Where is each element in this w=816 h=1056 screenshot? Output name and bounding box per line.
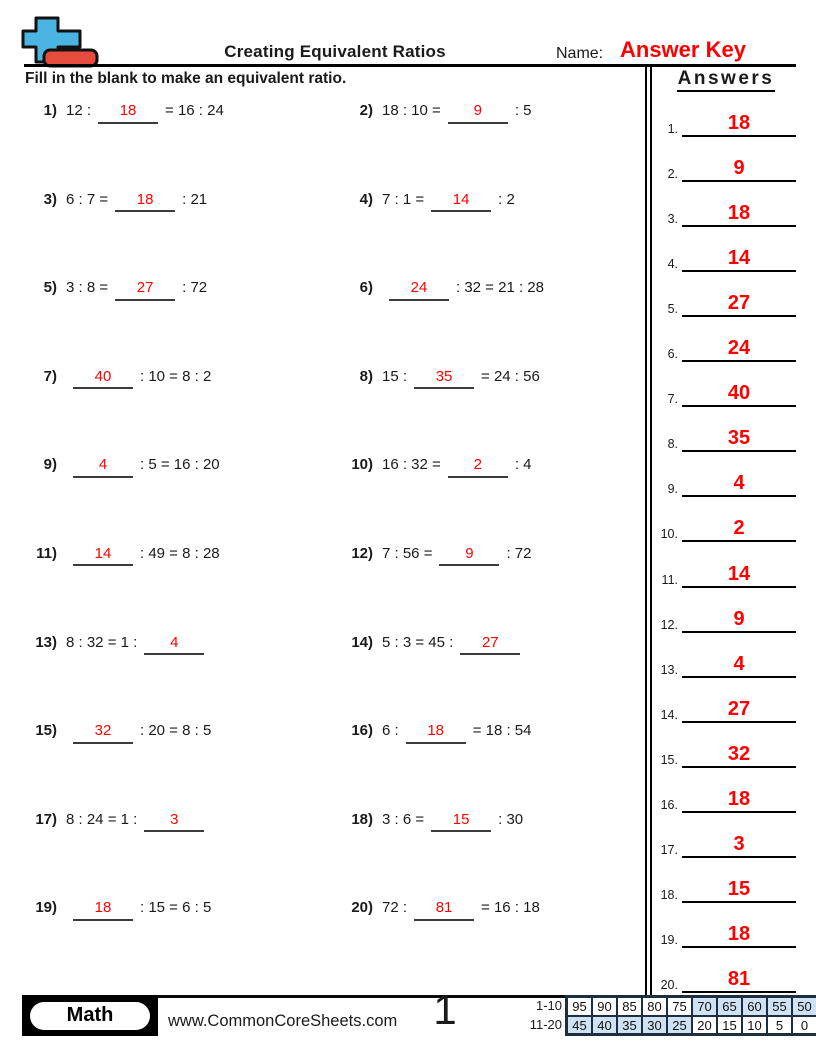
problem-text: 6 : 7 = (66, 190, 109, 208)
problem-5 (25, 279, 341, 368)
problem-number: 20) (351, 899, 373, 917)
answer-item-17 (656, 813, 796, 858)
problem-number: 12) (351, 544, 373, 562)
answer-number: 10. (660, 527, 678, 542)
answer-blank: 27 (115, 280, 175, 301)
problem-text: : 15 = 6 : 5 (140, 899, 212, 917)
score-cell: 85 (617, 997, 642, 1016)
answer-value: 14 (682, 248, 796, 272)
problem-text: : 2 (498, 190, 515, 208)
problem-2 (341, 102, 645, 191)
problem-number: 5) (43, 279, 57, 297)
problem-text: 7 : 1 = (382, 190, 425, 208)
score-row-label-1: 1-10 (535, 998, 562, 1013)
problem-text: = 16 : 24 (165, 102, 224, 119)
answer-blank: 40 (73, 369, 133, 390)
answer-number: 11. (661, 572, 678, 587)
answer-item-8 (656, 407, 796, 452)
problem-7 (25, 368, 341, 457)
problem-text: 7 : 56 = (382, 544, 433, 562)
problem-number: 10) (351, 456, 373, 474)
commoncoresheets-logo-icon (20, 16, 105, 76)
answer-value: 9 (682, 158, 796, 182)
header-divider (24, 64, 796, 67)
score-cell: 0 (792, 1016, 816, 1035)
problem-text: = 16 : 18 (481, 899, 540, 917)
answer-value: 2 (682, 518, 796, 542)
answer-blank: 18 (98, 103, 158, 124)
score-cell: 75 (667, 997, 692, 1016)
score-cell: 90 (592, 997, 617, 1016)
problem-text: 18 : 10 = (382, 102, 441, 119)
answer-blank: 18 (115, 192, 175, 213)
answer-blank: 2 (448, 457, 508, 478)
problem-number: 6) (359, 279, 373, 297)
score-cell: 35 (617, 1016, 642, 1035)
problem-13 (25, 634, 341, 723)
answer-item-14 (656, 678, 796, 723)
answer-number: 13. (660, 662, 678, 677)
answer-number: 6. (667, 347, 678, 362)
answer-item-9 (656, 452, 796, 497)
problem-text: 3 : 6 = (382, 810, 425, 828)
score-cell: 80 (642, 997, 667, 1016)
score-cell: 65 (717, 997, 742, 1016)
problem-15 (25, 722, 341, 811)
problem-text: : 20 = 8 : 5 (140, 722, 212, 740)
problem-3 (25, 191, 341, 280)
problem-number: 11) (36, 544, 57, 562)
answer-value: 24 (682, 338, 796, 362)
answer-number: 8. (667, 437, 678, 452)
answer-number: 2. (667, 167, 678, 182)
problem-text: 3 : 8 = (66, 279, 109, 297)
answer-key-text: Answer Key (620, 37, 746, 62)
answer-value: 18 (682, 203, 796, 227)
answer-item-11 (656, 542, 796, 587)
problem-9 (25, 456, 341, 545)
name-label: Name: (556, 45, 604, 62)
answer-item-5 (656, 272, 796, 317)
problem-text: : 5 = 16 : 20 (140, 456, 220, 474)
problem-number: 16) (351, 722, 373, 740)
answer-blank: 18 (406, 723, 466, 744)
answer-value: 3 (682, 834, 796, 858)
answer-value: 18 (682, 113, 796, 137)
score-cell: 5 (767, 1016, 792, 1035)
answer-blank: 81 (414, 900, 474, 921)
problem-text: : 4 (514, 456, 532, 474)
website-link[interactable]: www.CommonCoreSheets.com (168, 1012, 398, 1030)
answer-value: 15 (682, 879, 796, 903)
problem-11 (25, 545, 341, 634)
answer-number: 20. (660, 977, 678, 992)
answer-value: 27 (682, 699, 796, 723)
answer-item-10 (656, 497, 796, 542)
score-cell: 95 (567, 997, 592, 1016)
answer-blank: 4 (144, 635, 204, 656)
answer-number: 16. (660, 797, 678, 812)
problem-18 (341, 811, 645, 900)
answer-number: 15. (660, 752, 678, 767)
problem-text: 16 : 32 = (382, 456, 441, 474)
problem-text: 6 : (382, 722, 399, 740)
score-cell: 15 (717, 1016, 742, 1035)
answer-item-12 (656, 588, 796, 633)
answer-blank: 35 (414, 369, 474, 390)
answer-number: 19. (660, 932, 678, 947)
score-cell: 10 (742, 1016, 767, 1035)
answer-number: 3. (667, 212, 678, 227)
problem-4 (341, 191, 645, 280)
answer-number: 1. (667, 122, 678, 137)
answer-blank: 9 (448, 103, 508, 124)
problem-text: : 72 (182, 279, 208, 297)
problem-number: 3) (43, 190, 57, 208)
problem-8 (341, 368, 645, 457)
answer-item-18 (656, 858, 796, 903)
answer-number: 17. (660, 842, 678, 857)
page-number: 1 (433, 986, 457, 1033)
problem-text: 72 : (382, 899, 408, 917)
answer-value: 4 (682, 654, 796, 678)
answer-number: 9. (667, 482, 678, 497)
problem-20 (341, 899, 645, 988)
score-row-label-2: 11-20 (529, 1016, 562, 1032)
score-cell: 45 (567, 1016, 592, 1035)
problem-12 (341, 545, 645, 634)
answer-blank: 18 (73, 900, 133, 921)
answer-item-7 (656, 362, 796, 407)
answer-blank: 9 (439, 546, 499, 567)
problem-text: : 10 = 8 : 2 (140, 367, 212, 385)
problem-text: : 30 (498, 810, 524, 828)
answer-value: 35 (682, 428, 796, 452)
answer-number: 14. (660, 707, 678, 722)
problem-text: : 49 = 8 : 28 (140, 544, 220, 562)
score-cell: 70 (692, 997, 717, 1016)
answer-item-6 (656, 317, 796, 362)
answer-blank: 27 (460, 635, 520, 656)
problem-text: 12 : (66, 102, 92, 119)
problem-number: 9) (43, 456, 57, 474)
problem-number: 18) (351, 810, 373, 828)
answer-blank: 4 (73, 457, 133, 478)
answer-number: 7. (667, 392, 678, 407)
subject-badge (22, 995, 158, 1036)
answer-item-13 (656, 633, 796, 678)
answer-item-19 (656, 903, 796, 948)
problem-text: : 5 (514, 102, 532, 119)
score-cell: 20 (692, 1016, 717, 1035)
score-cell: 40 (592, 1016, 617, 1035)
score-row-labels (500, 997, 562, 1034)
answer-value: 9 (682, 609, 796, 633)
problem-16 (341, 722, 645, 811)
score-table (565, 995, 816, 1036)
answer-blank: 15 (431, 812, 491, 833)
answer-item-1 (656, 92, 796, 137)
problem-number: 15) (35, 722, 57, 740)
answer-value: 18 (682, 924, 796, 948)
problem-text: = 18 : 54 (472, 722, 532, 740)
problem-19 (25, 899, 341, 988)
answer-value: 14 (682, 564, 796, 588)
answer-item-4 (656, 227, 796, 272)
problem-10 (341, 456, 645, 545)
answer-value: 32 (682, 744, 796, 768)
answer-value: 4 (682, 473, 796, 497)
answer-number: 12. (660, 617, 678, 632)
problem-17 (25, 811, 341, 900)
problem-number: 13) (35, 633, 57, 651)
answer-item-20 (656, 948, 796, 993)
answer-value: 40 (682, 383, 796, 407)
answer-item-2 (656, 137, 796, 182)
score-cell: 25 (667, 1016, 692, 1035)
answer-number: 18. (660, 887, 678, 902)
problem-1 (25, 102, 341, 191)
answer-value: 81 (682, 969, 796, 993)
answer-item-3 (656, 182, 796, 227)
problem-14 (341, 634, 645, 723)
problem-text: : 21 (182, 190, 208, 208)
answer-item-15 (656, 723, 796, 768)
answer-item-16 (656, 768, 796, 813)
problem-text: 5 : 3 = 45 : (382, 633, 454, 651)
problem-text: = 24 : 56 (481, 367, 540, 385)
score-cell: 60 (742, 997, 767, 1016)
problem-number: 8) (359, 367, 373, 385)
answers-heading: Answers (655, 68, 797, 90)
problem-number: 4) (359, 190, 373, 208)
answer-blank: 14 (431, 192, 491, 213)
problem-text: 15 : (382, 367, 408, 385)
problem-number: 19) (35, 899, 57, 917)
answer-blank: 14 (73, 546, 133, 567)
problem-number: 17) (35, 810, 57, 828)
answer-blank: 24 (389, 280, 449, 301)
problems-grid (25, 102, 645, 988)
problem-number: 7) (43, 367, 57, 385)
problem-number: 14) (351, 633, 373, 651)
page-title: Creating Equivalent Ratios (224, 42, 446, 61)
problem-text: : 72 (506, 544, 532, 562)
answers-list (656, 92, 796, 993)
score-cell: 55 (767, 997, 792, 1016)
answers-divider (645, 66, 652, 995)
problem-text: 8 : 24 = 1 : (66, 810, 138, 828)
answer-number: 5. (667, 302, 678, 317)
answer-number: 4. (667, 257, 678, 272)
problem-6 (341, 279, 645, 368)
problem-number: 2) (359, 102, 373, 119)
subject-label: Math (30, 1002, 150, 1030)
problem-number: 1) (43, 102, 57, 119)
answer-blank: 32 (73, 723, 133, 744)
score-cell: 30 (642, 1016, 667, 1035)
answer-blank: 3 (144, 812, 204, 833)
instructions-text: Fill in the blank to make an equivalent ratio. (25, 70, 347, 87)
problem-text: : 32 = 21 : 28 (456, 279, 544, 297)
problem-text: 8 : 32 = 1 : (66, 633, 138, 651)
answer-value: 27 (682, 293, 796, 317)
score-cell: 50 (792, 997, 816, 1016)
answer-value: 18 (682, 789, 796, 813)
